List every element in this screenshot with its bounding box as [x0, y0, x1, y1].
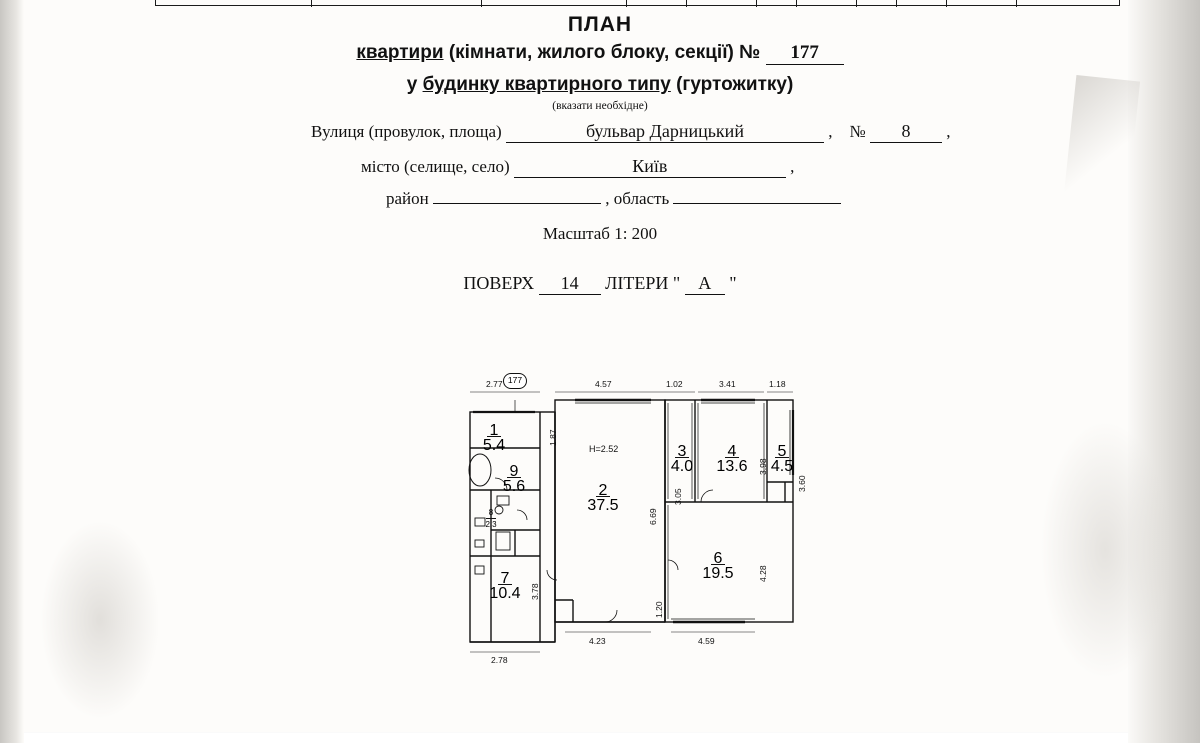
house-number-label: №	[849, 122, 866, 141]
room-5-area: 4.5	[770, 458, 794, 475]
plan-marker: 177	[503, 373, 527, 389]
street-label: Вулиця (провулок, площа)	[311, 122, 502, 141]
district-label: район	[386, 189, 429, 208]
top-table-strip	[155, 0, 1120, 6]
room-label-9	[497, 463, 531, 495]
dim-mid-2: 3.05	[673, 488, 683, 505]
building-type-prefix: у	[406, 74, 418, 95]
letters-close: "	[729, 273, 737, 293]
dim-bottom-2: 4.23	[589, 636, 606, 646]
room-label-3	[669, 443, 695, 475]
room-label-5	[770, 443, 794, 475]
subtitle-line	[0, 42, 1200, 65]
room-8-number: 8	[486, 508, 496, 519]
street-value: бульвар Дарницький	[506, 121, 824, 143]
scan-smudge-right	[1040, 420, 1170, 680]
dim-top-5: 1.18	[769, 379, 786, 389]
room-6-area: 19.5	[702, 565, 734, 582]
dim-right-1: 3.98	[758, 458, 768, 475]
form-hint: (вказати необхідне)	[552, 100, 648, 112]
room-4-area: 13.6	[716, 458, 748, 475]
city-row	[361, 156, 794, 178]
room-2-area: 37.5	[587, 497, 619, 514]
room-2-number: 2	[596, 486, 611, 497]
dim-top-2: 4.57	[595, 379, 612, 389]
building-type-suffix: (гуртожитку)	[676, 74, 794, 95]
room-7-number: 7	[498, 574, 513, 585]
house-comma: ,	[946, 122, 951, 141]
city-label: місто (селище, село)	[361, 157, 510, 176]
room-7-area: 10.4	[489, 585, 521, 602]
dim-bottom-1: 2.78	[491, 655, 508, 665]
dim-top-3: 1.02	[666, 379, 683, 389]
room-3-area: 4.0	[670, 458, 694, 475]
floor-value: 14	[539, 273, 601, 295]
district-value	[433, 203, 601, 204]
letters-label: ЛІТЕРИ "	[605, 273, 681, 293]
subtitle-no: №	[739, 42, 761, 63]
room-3-number: 3	[675, 447, 690, 458]
city-value: Київ	[514, 156, 786, 178]
house-number-value: 8	[870, 121, 942, 143]
dim-mid-1: 6.69	[648, 508, 658, 525]
room-4-number: 4	[725, 447, 740, 458]
city-comma: ,	[790, 157, 795, 176]
room-6-number: 6	[711, 554, 726, 565]
dim-top-4: 3.41	[719, 379, 736, 389]
page-title: ПЛАН	[567, 13, 633, 36]
dim-mid-3: 1.20	[654, 601, 664, 618]
floor-plan	[455, 370, 855, 670]
scale-line: Масштаб 1: 200	[542, 224, 658, 243]
apartment-number-value: 177	[766, 42, 844, 65]
floor-line	[0, 273, 1200, 295]
room-label-7	[487, 570, 523, 602]
floor-label: ПОВЕРХ	[463, 273, 535, 293]
room-8-area: 2.3	[485, 520, 497, 529]
room-label-8	[477, 508, 505, 530]
dim-left-2: 3.78	[530, 583, 540, 600]
dim-left-1: 1.87	[548, 429, 558, 446]
room-label-2	[583, 482, 623, 514]
dim-right-3: 4.28	[758, 565, 768, 582]
letter-value: А	[685, 273, 725, 295]
room-1-number: 1	[487, 426, 502, 437]
room-label-4	[715, 443, 749, 475]
room-5-number: 5	[775, 447, 790, 458]
dim-bottom-3: 4.59	[698, 636, 715, 646]
building-type-line	[0, 74, 1200, 96]
room-label-1	[477, 422, 511, 454]
region-value	[673, 203, 841, 204]
room-9-area: 5.6	[502, 478, 526, 495]
subtitle-mid: (кімнати, жилого блоку, секції)	[448, 42, 734, 63]
room-9-number: 9	[507, 467, 522, 478]
room-label-6	[700, 550, 736, 582]
room-1-area: 5.4	[482, 437, 506, 454]
street-comma: ,	[828, 122, 833, 141]
scan-smudge-left	[40, 520, 160, 720]
district-row	[386, 189, 841, 209]
dim-right-2: 3.60	[797, 475, 807, 492]
dim-top-1: 2.77	[486, 379, 503, 389]
building-type-underlined: будинку квартирного типу	[422, 74, 671, 95]
region-label: , область	[605, 189, 670, 208]
ceiling-height-label: H=2.52	[589, 444, 619, 454]
street-row	[311, 121, 950, 143]
subtitle-prefix: квартири	[356, 42, 444, 63]
